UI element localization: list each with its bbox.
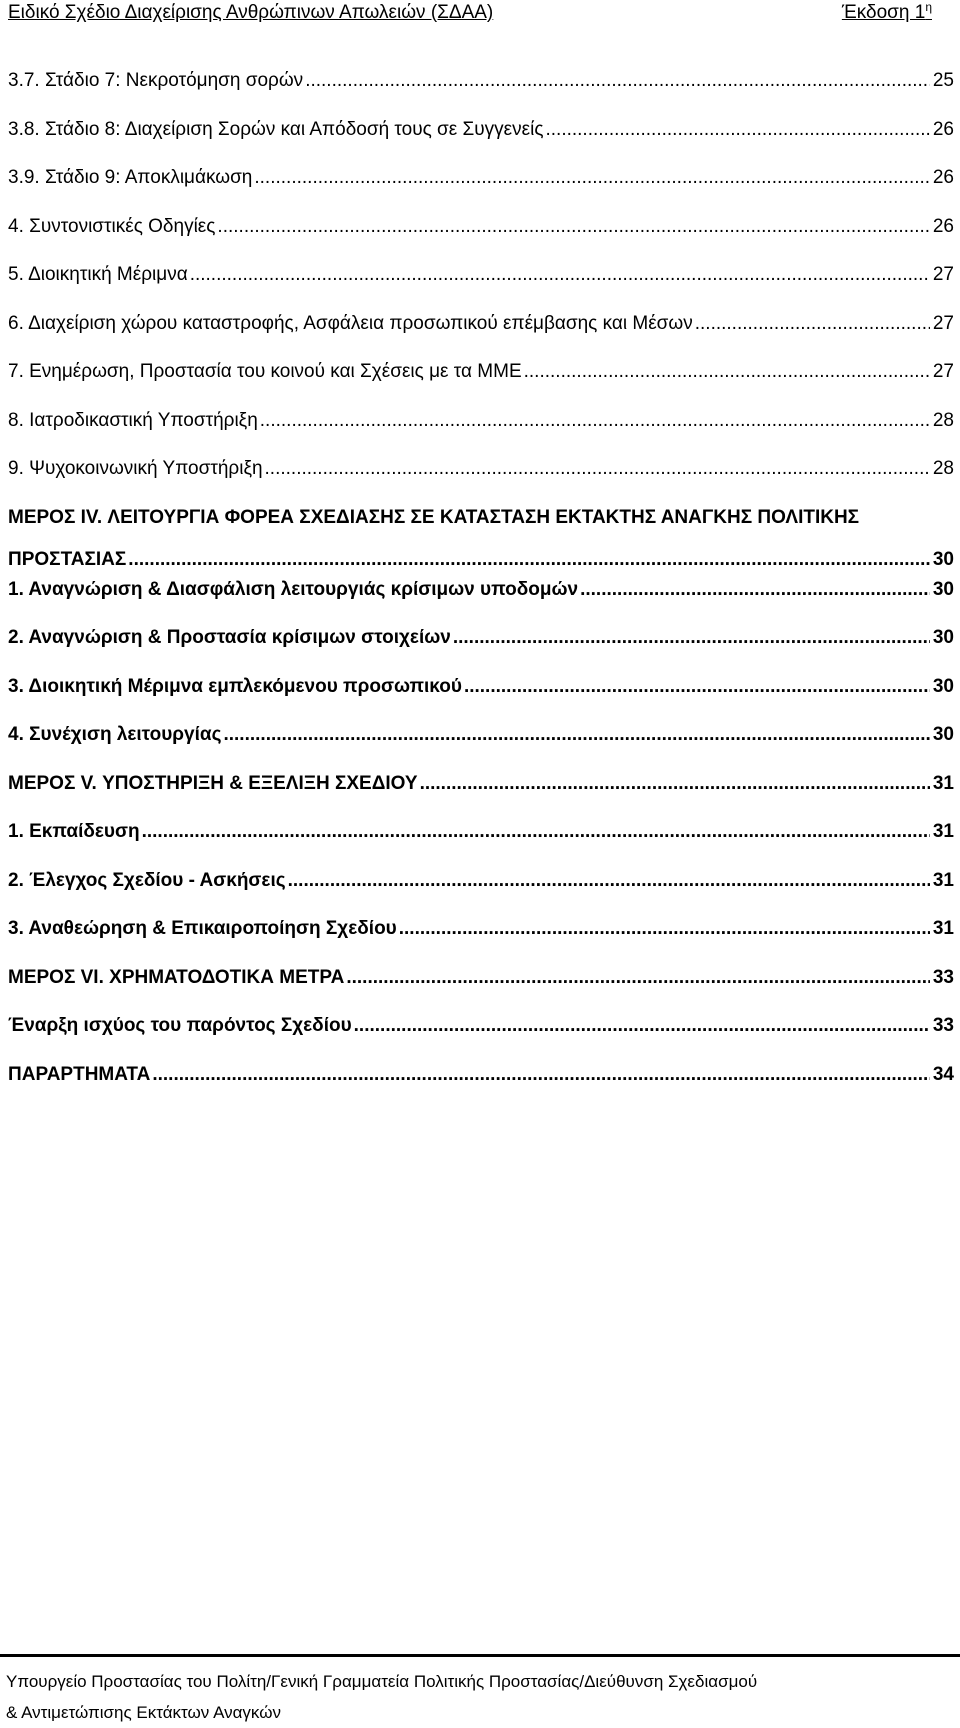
dot-leader — [265, 454, 930, 483]
dot-leader — [420, 769, 930, 798]
dot-leader — [223, 720, 930, 749]
toc-entry-page: 33 — [932, 1015, 954, 1036]
toc-entry[interactable] — [8, 254, 954, 303]
toc-entry-label: 4. Συνέχιση λειτουργίας — [8, 724, 222, 745]
footer-divider — [0, 1654, 960, 1657]
edition-text: Έκδοση 1 — [841, 2, 926, 23]
toc-entry[interactable] — [8, 157, 954, 206]
toc-entry-page: 26 — [932, 118, 954, 140]
toc-entry-label: ΜΕΡΟΣ IV. ΛΕΙΤΟΥΡΓΙΑ ΦΟΡΕΑ ΣΧΕΔΙΑΣΗΣ ΣΕ ΚΑΤΑΣΤΑΣΗ ΕΚΤΑΚΤΗΣ ΑΝΑΓΚΗΣ ΠΟΛΙΤΙΚΗΣ — [8, 506, 860, 528]
toc-section-regular — [8, 60, 954, 497]
dot-leader — [580, 575, 930, 604]
dot-leader — [288, 866, 930, 895]
edition-superscript: η — [925, 0, 932, 14]
toc-entry[interactable] — [8, 448, 954, 497]
toc-entry-label: ΜΕΡΟΣ VI. ΧΡΗΜΑΤΟΔΟΤΙΚΑ ΜΕΤΡΑ — [8, 966, 345, 988]
toc-entry[interactable] — [8, 811, 954, 860]
toc-entry-page: 26 — [932, 167, 954, 188]
dot-leader — [254, 163, 930, 192]
toc-entry[interactable] — [8, 1005, 954, 1054]
toc-entry-label: 2. Έλεγχος Σχεδίου - Ασκήσεις — [8, 869, 286, 891]
toc-entry-page: 30 — [932, 548, 954, 570]
toc-entry[interactable] — [8, 109, 954, 158]
toc-entry-page: 31 — [932, 772, 954, 794]
toc-entry-page: 27 — [932, 264, 954, 285]
toc-entry-label-continued: ΠΡΟΣΤΑΣΙΑΣ — [8, 548, 127, 570]
toc-entry[interactable] — [8, 617, 954, 666]
dot-leader — [346, 963, 930, 992]
toc-entry-page: 31 — [932, 869, 954, 891]
toc-entry-label: 7. Ενημέρωση, Προστασία του κοινού και Σχέσεις με τα ΜΜΕ — [8, 361, 522, 382]
document-title: Ειδικό Σχέδιο Διαχείρισης Ανθρώπινων Απωλειών (ΣΔΑΑ) — [8, 2, 494, 23]
dot-leader — [695, 309, 930, 338]
toc-entry[interactable] — [8, 351, 954, 400]
toc-entry-page: 28 — [932, 458, 954, 479]
toc-entry[interactable] — [8, 908, 954, 957]
toc-entry[interactable] — [8, 569, 954, 618]
dot-leader — [305, 66, 930, 95]
toc-entry-page: 33 — [932, 966, 954, 988]
toc-entry[interactable] — [8, 860, 954, 909]
toc-entry-page: 30 — [932, 724, 954, 745]
toc-entry-page: 25 — [932, 70, 954, 91]
dot-leader — [453, 623, 930, 652]
footer-line-1: Υπουργείο Προστασίας του Πολίτη/Γενική Γραμματεία Πολιτικής Προστασίας/Διεύθυνση Σχεδιασμού — [6, 1672, 758, 1691]
toc-entry-label: 1. Εκπαίδευση — [8, 821, 140, 842]
toc-entry-label: 9. Ψυχοκοινωνική Υποστήριξη — [8, 458, 263, 479]
toc-section-bold — [8, 569, 954, 1103]
toc-entry-label: 3.8. Στάδιο 8: Διαχείριση Σορών και Απόδοσή τους σε Συγγενείς — [8, 118, 544, 140]
edition-label — [842, 0, 932, 26]
dot-leader — [190, 260, 930, 289]
toc-entry-page: 26 — [932, 215, 954, 237]
dot-leader — [217, 212, 930, 241]
toc-entry-label: 2. Αναγνώριση & Προστασία κρίσιμων στοιχείων — [8, 627, 451, 648]
toc-entry-page: 30 — [932, 627, 954, 648]
toc-entry-page: 31 — [932, 821, 954, 842]
toc-entry[interactable] — [8, 400, 954, 449]
footer-line-2: & Αντιμετώπισης Εκτάκτων Αναγκών — [6, 1703, 281, 1722]
toc-entry-page: 34 — [932, 1063, 954, 1085]
toc-entry-label: 3.7. Στάδιο 7: Νεκροτόμηση σορών — [8, 70, 304, 91]
toc-entry-page: 30 — [932, 578, 954, 600]
dot-leader — [142, 817, 930, 846]
toc-entry-page: 30 — [932, 675, 954, 697]
dot-leader — [399, 914, 930, 943]
toc-entry-page: 27 — [932, 312, 954, 334]
toc-entry-part-iv[interactable] — [8, 497, 954, 569]
toc-entry[interactable] — [8, 303, 954, 352]
toc-entry-label: 3. Αναθεώρηση & Επικαιροποίηση Σχεδίου — [8, 918, 397, 939]
dot-leader — [464, 672, 930, 701]
toc-entry[interactable] — [8, 763, 954, 812]
toc-entry[interactable] — [8, 206, 954, 255]
toc-entry-page: 31 — [932, 918, 954, 939]
page-header — [8, 0, 932, 28]
toc-entry[interactable] — [8, 957, 954, 1006]
toc-entry-label: ΠΑΡΑΡΤΗΜΑΤΑ — [8, 1063, 151, 1085]
dot-leader — [545, 115, 930, 144]
dot-leader — [152, 1060, 930, 1089]
page-footer — [6, 1666, 956, 1728]
toc-entry[interactable] — [8, 60, 954, 109]
toc-entry-page: 28 — [932, 409, 954, 431]
dot-leader — [260, 406, 930, 435]
toc-entry-label: ΜΕΡΟΣ V. ΥΠΟΣΤΗΡΙΞΗ & ΕΞΕΛΙΞΗ ΣΧΕΔΙΟΥ — [8, 772, 418, 794]
dot-leader — [354, 1011, 930, 1040]
toc-entry-label: 5. Διοικητική Μέριμνα — [8, 264, 188, 285]
toc-entry-label: 4. Συντονιστικές Οδηγίες — [8, 215, 216, 237]
toc-entry-label: Έναρξη ισχύος του παρόντος Σχεδίου — [8, 1015, 352, 1036]
toc-entry[interactable] — [8, 666, 954, 715]
dot-leader — [524, 357, 930, 386]
toc-entry-label: 3.9. Στάδιο 9: Αποκλιμάκωση — [8, 167, 253, 188]
toc-entry-label: 1. Αναγνώριση & Διασφάλιση λειτουργιάς κρίσιμων υποδομών — [8, 578, 579, 600]
toc-entry[interactable] — [8, 1054, 954, 1103]
toc-entry-label: 6. Διαχείριση χώρου καταστροφής, Ασφάλεια προσωπικού επέμβασης και Μέσων — [8, 312, 693, 334]
toc-entry[interactable] — [8, 714, 954, 763]
toc-entry-label: 3. Διοικητική Μέριμνα εμπλεκόμενου προσωπικού — [8, 675, 462, 697]
toc-entry-page: 27 — [932, 361, 954, 382]
table-of-contents — [8, 60, 954, 1102]
toc-entry-label: 8. Ιατροδικαστική Υποστήριξη — [8, 409, 258, 431]
